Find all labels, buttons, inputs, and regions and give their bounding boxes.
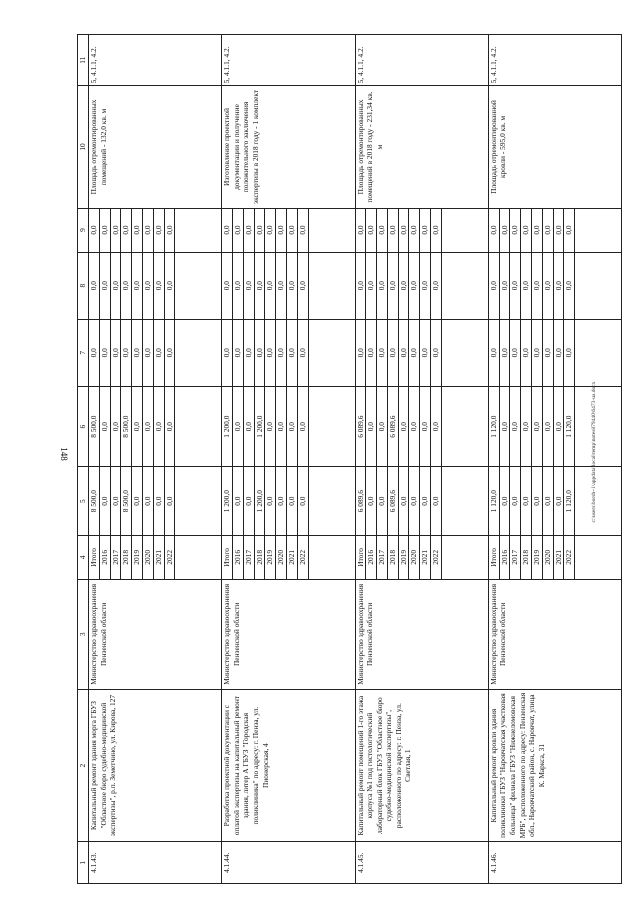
value-cell: 0,0 <box>243 252 254 319</box>
value-cell: 0,0 <box>233 252 244 319</box>
value-cell: 0,0 <box>110 252 121 319</box>
value-cell: 0,0 <box>243 319 254 386</box>
value-cell: 0,0 <box>355 208 366 252</box>
table-row <box>488 35 499 884</box>
value-cell: 0,0 <box>254 208 265 252</box>
value-cell: 0,0 <box>99 208 110 252</box>
year-cell: 2020 <box>542 535 553 579</box>
rotated-table-container <box>77 34 622 884</box>
value-cell: 0,0 <box>510 386 521 467</box>
value-cell: 0,0 <box>110 386 121 467</box>
year-cell: 2018 <box>254 535 265 579</box>
year-cell: 2019 <box>398 535 409 579</box>
value-cell: 0,0 <box>243 208 254 252</box>
value-cell: 0,0 <box>564 208 575 252</box>
value-cell: 0,0 <box>297 467 308 535</box>
header-cell: 4 <box>78 535 89 579</box>
value-cell-empty <box>308 252 355 319</box>
year-cell: 2017 <box>377 535 388 579</box>
value-cell: 0,0 <box>377 386 388 467</box>
value-cell: 0,0 <box>121 252 132 319</box>
value-cell-empty <box>308 319 355 386</box>
value-cell: 0,0 <box>542 208 553 252</box>
value-cell: 0,0 <box>121 208 132 252</box>
value-cell: 0,0 <box>499 319 510 386</box>
value-cell: 8 500,0 <box>121 386 132 467</box>
value-cell: 0,0 <box>531 208 542 252</box>
value-cell: 0,0 <box>499 467 510 535</box>
header-cell: 7 <box>78 319 89 386</box>
value-cell: 0,0 <box>287 252 298 319</box>
value-cell-empty <box>308 467 355 535</box>
value-cell: 0,0 <box>142 467 153 535</box>
value-cell-empty <box>441 319 488 386</box>
table-row <box>222 35 233 884</box>
value-cell: 0,0 <box>99 467 110 535</box>
value-cell: 0,0 <box>243 467 254 535</box>
value-cell-empty <box>308 386 355 467</box>
value-cell: 0,0 <box>164 467 175 535</box>
value-cell-empty <box>575 467 622 535</box>
item-executor: Министерство здравоохранения Пензенской области <box>89 579 222 689</box>
item-result: Площадь отремонтированных помещений в 2018 году - 231,34 кв. м <box>355 86 488 208</box>
year-cell: 2017 <box>110 535 121 579</box>
value-cell: 0,0 <box>488 252 499 319</box>
value-cell: 0,0 <box>254 252 265 319</box>
value-cell: 0,0 <box>222 319 233 386</box>
value-cell: 0,0 <box>387 252 398 319</box>
value-cell: 0,0 <box>431 386 442 467</box>
value-cell: 8 500,0 <box>121 467 132 535</box>
value-cell: 0,0 <box>110 319 121 386</box>
value-cell-empty <box>175 386 222 467</box>
value-cell: 0,0 <box>89 252 100 319</box>
value-cell: 0,0 <box>265 252 276 319</box>
header-row <box>78 35 89 884</box>
item-number: 4.1.43. <box>89 842 222 884</box>
year-cell: 2016 <box>233 535 244 579</box>
value-cell: 0,0 <box>142 208 153 252</box>
value-cell: 6 089,6 <box>355 467 366 535</box>
year-cell: 2016 <box>366 535 377 579</box>
value-cell: 0,0 <box>355 319 366 386</box>
year-cell: 2018 <box>387 535 398 579</box>
value-cell: 0,0 <box>297 386 308 467</box>
value-cell: 0,0 <box>398 467 409 535</box>
item-number: 4.1.46. <box>488 842 621 884</box>
value-cell: 0,0 <box>431 252 442 319</box>
year-cell: 2018 <box>121 535 132 579</box>
year-cell: 2022 <box>164 535 175 579</box>
value-cell: 0,0 <box>409 252 420 319</box>
year-cell: 2016 <box>499 535 510 579</box>
value-cell: 0,0 <box>89 208 100 252</box>
value-cell: 0,0 <box>542 319 553 386</box>
value-cell: 0,0 <box>398 319 409 386</box>
value-cell: 0,0 <box>164 208 175 252</box>
value-cell: 0,0 <box>377 467 388 535</box>
value-cell: 0,0 <box>153 252 164 319</box>
value-cell: 1 120,0 <box>488 467 499 535</box>
header-cell: 5 <box>78 467 89 535</box>
year-cell: Итого <box>355 535 366 579</box>
header-cell: 8 <box>78 252 89 319</box>
value-cell: 0,0 <box>510 319 521 386</box>
value-cell: 0,0 <box>510 208 521 252</box>
year-cell: Итого <box>488 535 499 579</box>
value-cell: 0,0 <box>521 252 532 319</box>
value-cell: 1 200,0 <box>222 467 233 535</box>
value-cell: 0,0 <box>431 319 442 386</box>
value-cell: 0,0 <box>499 386 510 467</box>
table-row <box>355 35 366 884</box>
year-cell: 2020 <box>409 535 420 579</box>
value-cell: 0,0 <box>110 467 121 535</box>
year-cell: 2017 <box>243 535 254 579</box>
table-row <box>89 35 100 884</box>
value-cell-empty <box>575 319 622 386</box>
value-cell: 1 200,0 <box>254 467 265 535</box>
value-cell: 0,0 <box>132 467 143 535</box>
value-cell-empty <box>441 386 488 467</box>
value-cell: 0,0 <box>121 319 132 386</box>
value-cell: 0,0 <box>499 252 510 319</box>
value-cell: 0,0 <box>553 386 564 467</box>
value-cell: 0,0 <box>366 319 377 386</box>
value-cell: 0,0 <box>164 319 175 386</box>
value-cell: 0,0 <box>276 386 287 467</box>
value-cell: 0,0 <box>420 386 431 467</box>
value-cell: 0,0 <box>398 386 409 467</box>
value-cell: 0,0 <box>398 208 409 252</box>
value-cell: 0,0 <box>521 467 532 535</box>
value-cell: 0,0 <box>420 319 431 386</box>
value-cell: 1 120,0 <box>488 386 499 467</box>
year-cell: 2021 <box>553 535 564 579</box>
value-cell: 0,0 <box>142 252 153 319</box>
value-cell: 0,0 <box>531 467 542 535</box>
year-cell: 2018 <box>521 535 532 579</box>
value-cell: 0,0 <box>366 386 377 467</box>
value-cell-empty <box>441 208 488 252</box>
value-cell: 0,0 <box>99 386 110 467</box>
item-indicator: 5, 4.1.1, 4.2. <box>222 35 355 86</box>
value-cell-empty <box>175 319 222 386</box>
value-cell: 6 089,6 <box>387 467 398 535</box>
value-cell: 0,0 <box>132 208 143 252</box>
value-cell: 0,0 <box>276 252 287 319</box>
value-cell: 0,0 <box>164 252 175 319</box>
value-cell: 0,0 <box>366 208 377 252</box>
value-cell-empty <box>575 208 622 252</box>
value-cell: 0,0 <box>132 386 143 467</box>
value-cell: 0,0 <box>132 252 143 319</box>
value-cell: 0,0 <box>287 467 298 535</box>
value-cell: 0,0 <box>488 319 499 386</box>
year-cell: 2022 <box>431 535 442 579</box>
value-cell: 0,0 <box>276 319 287 386</box>
value-cell: 0,0 <box>233 386 244 467</box>
value-cell: 0,0 <box>142 319 153 386</box>
value-cell: 0,0 <box>233 467 244 535</box>
value-cell: 0,0 <box>276 208 287 252</box>
value-cell: 0,0 <box>542 252 553 319</box>
item-name: Капитальный ремонт здания морга ГБУЗ "Областное бюро судебно-медицинской экспертизы", р.п. Земетчино, ул. Кирова, 127 <box>89 689 222 842</box>
value-cell: 0,0 <box>409 319 420 386</box>
item-number: 4.1.45. <box>355 842 488 884</box>
item-result: Площадь отремонтированных помещений - 132,0 кв. м <box>89 86 222 208</box>
header-cell: 11 <box>78 35 89 86</box>
footer-file-path: c:\users\borsh~1\appdata\local\temp\notes879440\6473-ua.docx <box>591 381 597 523</box>
value-cell: 0,0 <box>553 467 564 535</box>
value-cell: 0,0 <box>287 386 298 467</box>
value-cell: 0,0 <box>142 386 153 467</box>
item-indicator: 5, 4.1.1, 4.2. <box>355 35 488 86</box>
value-cell: 0,0 <box>387 208 398 252</box>
value-cell: 0,0 <box>564 252 575 319</box>
year-cell: Итого <box>222 535 233 579</box>
value-cell: 0,0 <box>499 208 510 252</box>
value-cell: 0,0 <box>287 208 298 252</box>
value-cell: 0,0 <box>265 467 276 535</box>
header-cell: 2 <box>78 689 89 842</box>
value-cell: 0,0 <box>531 319 542 386</box>
value-cell: 0,0 <box>542 386 553 467</box>
value-cell: 0,0 <box>377 252 388 319</box>
header-cell: 1 <box>78 842 89 884</box>
year-cell: 2019 <box>132 535 143 579</box>
header-cell: 10 <box>78 86 89 208</box>
item-executor: Министерство здравоохранения Пензенской области <box>222 579 355 689</box>
value-cell: 6 089,6 <box>355 386 366 467</box>
value-cell: 0,0 <box>89 319 100 386</box>
value-cell: 0,0 <box>420 252 431 319</box>
value-cell: 0,0 <box>366 252 377 319</box>
value-cell: 0,0 <box>510 467 521 535</box>
value-cell: 0,0 <box>377 208 388 252</box>
value-cell: 0,0 <box>488 208 499 252</box>
value-cell: 0,0 <box>297 208 308 252</box>
value-cell: 0,0 <box>265 386 276 467</box>
value-cell: 0,0 <box>276 467 287 535</box>
value-cell-empty <box>575 252 622 319</box>
item-indicator: 5, 4.1.1, 4.2. <box>488 35 621 86</box>
value-cell: 0,0 <box>222 252 233 319</box>
year-cell-empty <box>308 535 355 579</box>
year-cell: 2017 <box>510 535 521 579</box>
year-cell: 2022 <box>297 535 308 579</box>
header-cell: 9 <box>78 208 89 252</box>
year-cell: 2019 <box>265 535 276 579</box>
year-cell: Итого <box>89 535 100 579</box>
value-cell: 0,0 <box>153 386 164 467</box>
value-cell: 0,0 <box>510 252 521 319</box>
value-cell: 1 200,0 <box>222 386 233 467</box>
value-cell: 0,0 <box>564 319 575 386</box>
value-cell: 1 120,0 <box>564 386 575 467</box>
value-cell: 0,0 <box>387 319 398 386</box>
value-cell: 0,0 <box>164 386 175 467</box>
year-cell: 2022 <box>564 535 575 579</box>
value-cell: 0,0 <box>265 208 276 252</box>
value-cell: 0,0 <box>153 208 164 252</box>
value-cell: 0,0 <box>531 386 542 467</box>
value-cell-empty <box>441 467 488 535</box>
value-cell: 0,0 <box>287 319 298 386</box>
value-cell: 0,0 <box>355 252 366 319</box>
value-cell: 0,0 <box>409 208 420 252</box>
item-indicator: 5, 4.1.1, 4.2. <box>89 35 222 86</box>
header-cell: 3 <box>78 579 89 689</box>
value-cell: 1 120,0 <box>564 467 575 535</box>
value-cell: 0,0 <box>542 467 553 535</box>
value-cell-empty <box>175 208 222 252</box>
page-number: 148 <box>58 447 69 461</box>
year-cell-empty <box>175 535 222 579</box>
value-cell: 0,0 <box>431 208 442 252</box>
year-cell: 2016 <box>99 535 110 579</box>
year-cell: 2021 <box>153 535 164 579</box>
value-cell: 0,0 <box>110 208 121 252</box>
program-table <box>77 34 622 884</box>
value-cell: 6 089,6 <box>387 386 398 467</box>
value-cell: 0,0 <box>409 386 420 467</box>
value-cell: 8 500,0 <box>89 386 100 467</box>
item-executor: Министерство здравоохранения Пензенской области <box>488 579 621 689</box>
year-cell: 2021 <box>287 535 298 579</box>
value-cell: 0,0 <box>233 208 244 252</box>
value-cell: 0,0 <box>377 319 388 386</box>
value-cell: 0,0 <box>99 319 110 386</box>
value-cell: 0,0 <box>431 467 442 535</box>
item-name: Капитальный ремонт помещений 1-го этажа корпуса №1 под гистологический лабораторный блок ГБУЗ "Областное бюро судебно-медицинской экспертизы", расположенного по адресу: г. Пенза, ул. Светлая, 1 <box>355 689 488 842</box>
value-cell: 0,0 <box>233 319 244 386</box>
value-cell: 0,0 <box>254 319 265 386</box>
value-cell: 0,0 <box>297 319 308 386</box>
value-cell: 0,0 <box>409 467 420 535</box>
item-name: Разработка проектной документации с оплатой экспертизы на капитальный ремонт здания, литер А ГБУЗ "Городская поликлиника" по адресу: г. Пенза, ул. Пионерская, 4 <box>222 689 355 842</box>
item-name: Капитальный ремонт кровли здания поликлиники ГБУЗ "Наровчатская участковая больница" филиала ГБУЗ "Нижнеломовская МРБ", расположенного по адресу: Пензенская обл., Наровчатский район, с. Наровчат, улица К. Маркса, 31 <box>488 689 621 842</box>
value-cell: 0,0 <box>521 319 532 386</box>
value-cell: 0,0 <box>553 319 564 386</box>
value-cell: 0,0 <box>265 319 276 386</box>
value-cell: 0,0 <box>153 467 164 535</box>
value-cell-empty <box>175 467 222 535</box>
year-cell-empty <box>441 535 488 579</box>
value-cell: 0,0 <box>398 252 409 319</box>
value-cell: 0,0 <box>521 386 532 467</box>
value-cell: 1 200,0 <box>254 386 265 467</box>
value-cell: 0,0 <box>553 208 564 252</box>
value-cell: 0,0 <box>420 467 431 535</box>
value-cell: 0,0 <box>132 319 143 386</box>
item-executor: Министерство здравоохранения Пензенской области <box>355 579 488 689</box>
value-cell: 0,0 <box>553 252 564 319</box>
value-cell: 0,0 <box>153 319 164 386</box>
year-cell: 2020 <box>276 535 287 579</box>
value-cell: 8 500,0 <box>89 467 100 535</box>
value-cell-empty <box>175 252 222 319</box>
year-cell: 2019 <box>531 535 542 579</box>
item-result: Площадь отремонтированной кровли - 595,0 кв. м <box>488 86 621 208</box>
value-cell: 0,0 <box>531 252 542 319</box>
value-cell: 0,0 <box>222 208 233 252</box>
year-cell: 2020 <box>142 535 153 579</box>
value-cell-empty <box>575 386 622 467</box>
value-cell: 0,0 <box>521 208 532 252</box>
value-cell: 0,0 <box>366 467 377 535</box>
value-cell: 0,0 <box>243 386 254 467</box>
year-cell-empty <box>575 535 622 579</box>
value-cell: 0,0 <box>420 208 431 252</box>
value-cell: 0,0 <box>99 252 110 319</box>
item-number: 4.1.44. <box>222 842 355 884</box>
value-cell: 0,0 <box>297 252 308 319</box>
table-body <box>89 35 622 884</box>
header-cell: 6 <box>78 386 89 467</box>
value-cell-empty <box>308 208 355 252</box>
year-cell: 2021 <box>420 535 431 579</box>
item-result: Изготовление проектной документации и получение положительного заключения экспертизы в 2018 году - 1 комплект <box>222 86 355 208</box>
value-cell-empty <box>441 252 488 319</box>
